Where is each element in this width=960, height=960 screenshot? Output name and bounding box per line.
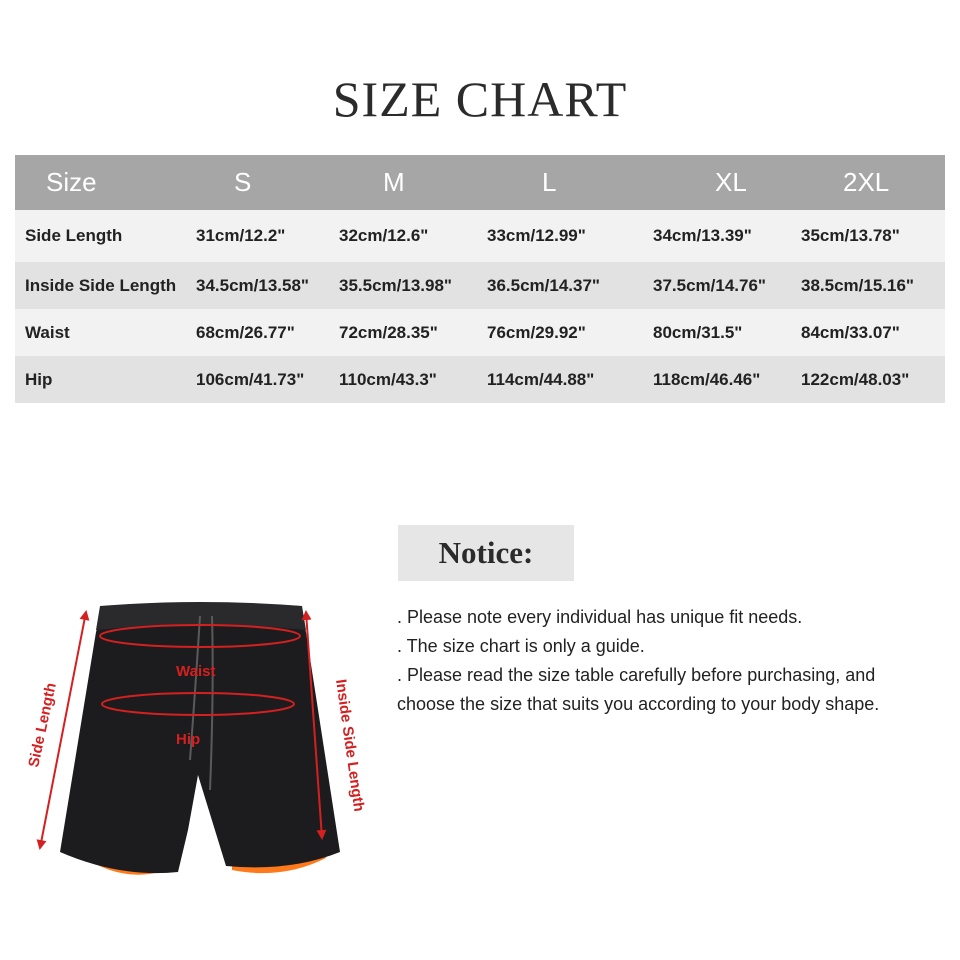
hip-label: Hip	[176, 731, 201, 748]
table-cell: 34.5cm/13.58"	[196, 275, 309, 295]
notice-line: . The size chart is only a guide.	[397, 636, 645, 656]
table-cell: 38.5cm/15.16"	[801, 275, 914, 295]
table-cell: 35cm/13.78"	[801, 226, 900, 245]
table-cell: Side Length	[25, 226, 123, 245]
header-cell: M	[383, 167, 405, 197]
table-header-row	[15, 155, 945, 210]
side-length-label: Side Length	[25, 681, 60, 769]
table-cell: 118cm/46.46"	[653, 369, 761, 389]
table-row	[15, 309, 945, 356]
inside-side-length-label: Inside Side Length	[332, 678, 368, 813]
table-cell: 34cm/13.39"	[653, 226, 752, 245]
header-cell: L	[542, 167, 557, 197]
table-cell: 76cm/29.92"	[487, 322, 586, 342]
notice-line: . Please read the size table carefully before purchasing, and choose the size that suits you according to your body shape.	[397, 665, 880, 714]
table-cell: 110cm/43.3"	[339, 369, 437, 389]
table-cell: 80cm/31.5"	[653, 322, 743, 342]
notice-line: . Please note every individual has unique fit needs.	[397, 607, 803, 627]
table-row	[15, 356, 945, 403]
table-cell: 106cm/41.73"	[196, 369, 305, 389]
table-cell: 114cm/44.88"	[487, 369, 595, 389]
notice-text	[397, 603, 917, 719]
size-table	[15, 155, 945, 403]
table-cell: 35.5cm/13.98"	[339, 275, 452, 295]
table-cell: 36.5cm/14.37"	[487, 275, 600, 295]
table-row	[15, 262, 945, 309]
table-cell: 37.5cm/14.76"	[653, 275, 766, 295]
header-cell: XL	[715, 167, 747, 197]
table-cell: Hip	[25, 369, 53, 389]
header-cell: 2XL	[843, 167, 890, 197]
table-cell: Inside Side Length	[25, 275, 177, 295]
table-row	[15, 210, 945, 262]
table-cell: 32cm/12.6"	[339, 226, 429, 245]
notice-heading: Notice:	[398, 525, 574, 581]
shorts-measurement-diagram	[0, 590, 380, 890]
page-title: SIZE CHART	[332, 71, 628, 127]
header-cell: Size	[46, 167, 97, 197]
table-cell: Waist	[25, 322, 70, 342]
table-cell: 68cm/26.77"	[196, 322, 295, 342]
header-cell: S	[234, 167, 252, 197]
waist-label: Waist	[176, 663, 216, 680]
table-cell: 33cm/12.99"	[487, 226, 586, 245]
table-cell: 72cm/28.35"	[339, 322, 438, 342]
table-cell: 31cm/12.2"	[196, 226, 286, 245]
table-cell: 84cm/33.07"	[801, 322, 900, 342]
table-cell: 122cm/48.03"	[801, 369, 910, 389]
